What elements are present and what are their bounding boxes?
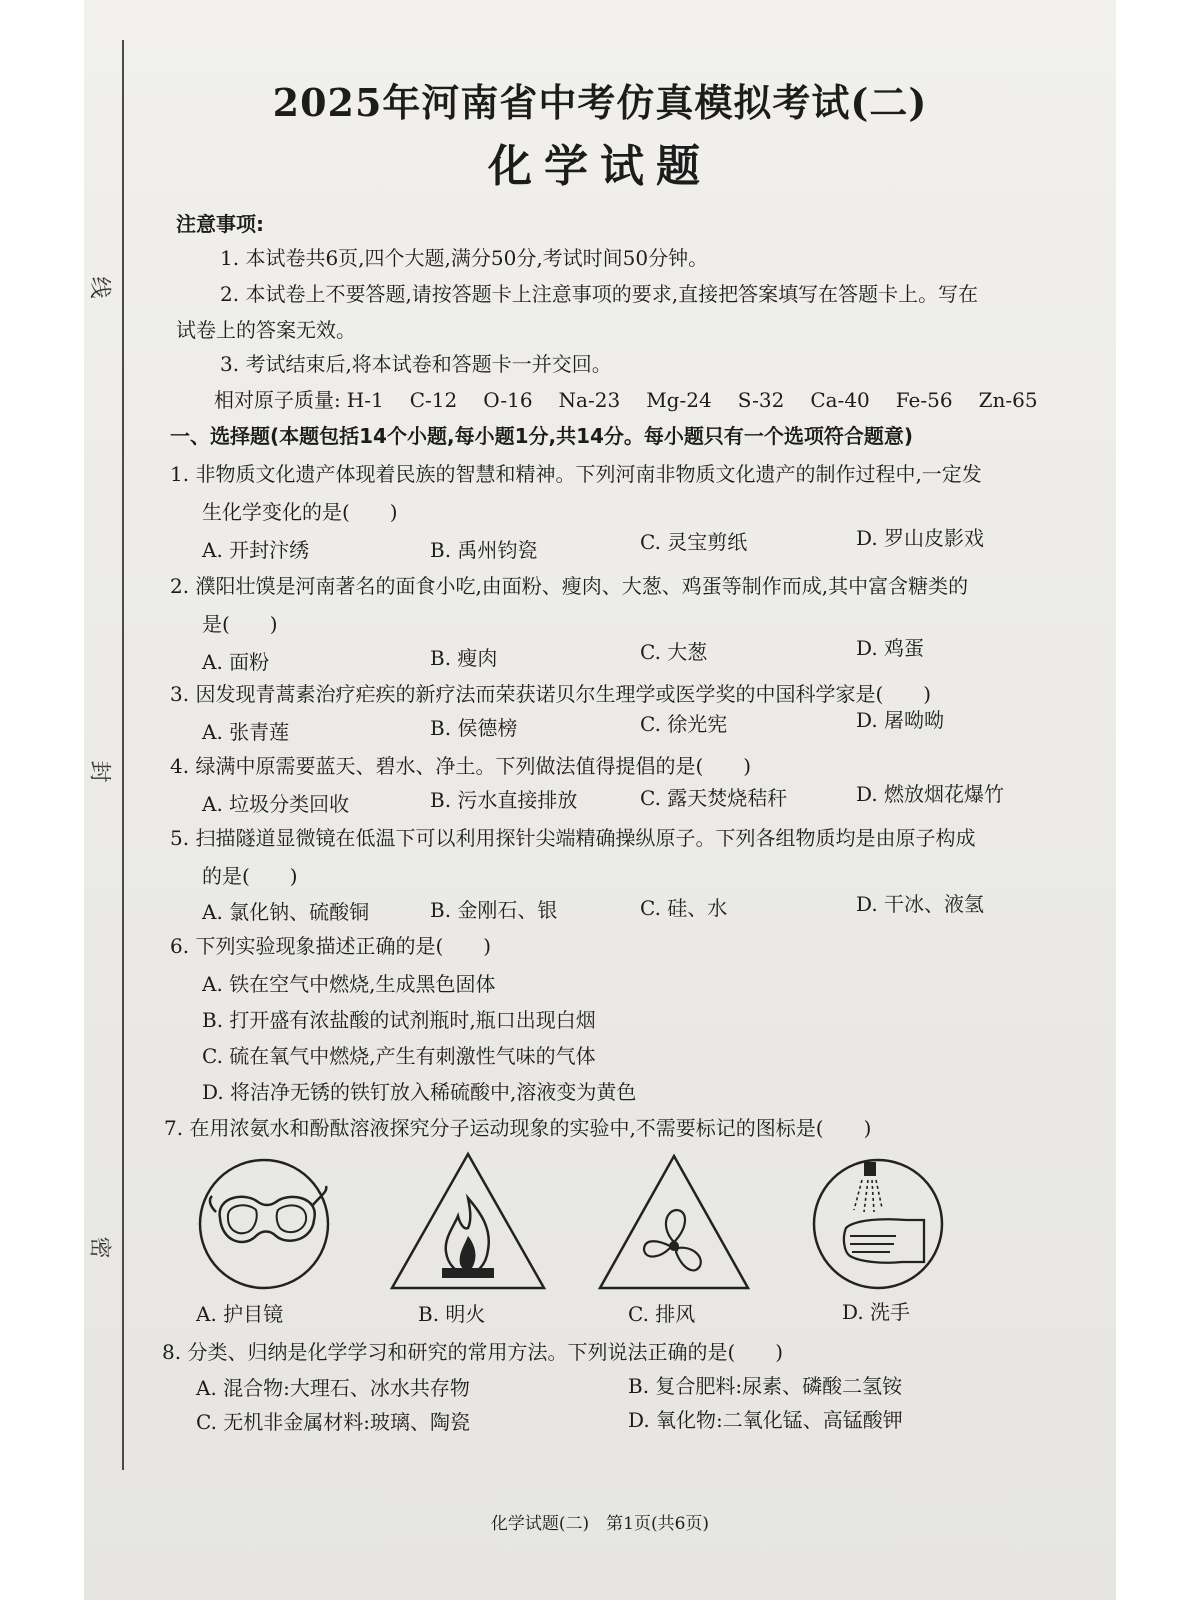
q1-option-b: B. 禹州钧瓷 — [430, 538, 538, 562]
mass-fe: Fe-56 — [895, 388, 953, 412]
q6-stem: 6. 下列实验现象描述正确的是( ) — [170, 934, 492, 958]
mass-mg: Mg-24 — [646, 388, 712, 412]
section-heading: 一、选择题(本题包括14个小题,每小题1分,共14分。每小题只有一个选项符合题意) — [170, 424, 914, 448]
exam-title: 2025年河南省中考仿真模拟考试(二) — [272, 80, 928, 125]
note-2: 2. 本试卷上不要答题,请按答题卡上注意事项的要求,直接把答案填写在答题卡上。写在 — [220, 282, 979, 306]
q5-stem: 5. 扫描隧道显微镜在低温下可以利用探针尖端精确操纵原子。下列各组物质均是由原子构成 — [170, 826, 976, 850]
note-3: 3. 考试结束后,将本试卷和答题卡一并交回。 — [220, 352, 612, 376]
binding-mark-line: 线 — [86, 276, 112, 299]
q8-option-d: D. 氧化物:二氧化锰、高锰酸钾 — [628, 1408, 903, 1432]
q2-option-d: D. 鸡蛋 — [856, 636, 925, 660]
q3-stem: 3. 因发现青蒿素治疗疟疾的新疗法而荣获诺贝尔生理学或医学奖的中国科学家是( ) — [170, 682, 932, 706]
q5-option-a: A. 氯化钠、硫酸铜 — [202, 900, 370, 924]
note-1: 1. 本试卷共6页,四个大题,满分50分,考试时间50分钟。 — [220, 246, 709, 270]
q1-option-c: C. 灵宝剪纸 — [640, 530, 748, 554]
exam-subject: 化学试题 — [488, 141, 712, 192]
q5-option-c: C. 硅、水 — [640, 896, 728, 920]
mass-s: S-32 — [737, 388, 785, 412]
q8-option-a: A. 混合物:大理石、冰水共存物 — [196, 1376, 470, 1400]
q7-option-a: A. 护目镜 — [196, 1302, 284, 1326]
q5-option-d: D. 干冰、液氢 — [856, 892, 985, 916]
q3-option-a: A. 张青莲 — [202, 720, 290, 744]
q4-stem: 4. 绿满中原需要蓝天、碧水、净土。下列做法值得提倡的是( ) — [170, 754, 752, 778]
q2-stem-cont: 是( ) — [202, 612, 278, 636]
wash-hands-icon — [810, 1156, 946, 1292]
q1-stem: 1. 非物质文化遗产体现着民族的智慧和精神。下列河南非物质文化遗产的制作过程中,一定发 — [170, 462, 982, 486]
atomic-mass-line — [214, 388, 1064, 412]
q2-stem: 2. 濮阳壮馍是河南著名的面食小吃,由面粉、瘦肉、大葱、鸡蛋等制作而成,其中富含糖类的 — [170, 574, 969, 598]
binding-line — [122, 40, 124, 1470]
q1-option-d: D. 罗山皮影戏 — [856, 526, 985, 550]
q7-option-b: B. 明火 — [418, 1302, 486, 1326]
q7-option-c: C. 排风 — [628, 1302, 696, 1326]
q6-option-b: B. 打开盛有浓盐酸的试剂瓶时,瓶口出现白烟 — [202, 1008, 596, 1032]
q4-option-c: C. 露天焚烧秸秆 — [640, 786, 788, 810]
mass-ca: Ca-40 — [810, 388, 870, 412]
q8-option-c: C. 无机非金属材料:玻璃、陶瓷 — [196, 1410, 471, 1434]
mass-label: 相对原子质量: — [214, 388, 341, 412]
q7-stem: 7. 在用浓氨水和酚酞溶液探究分子运动现象的实验中,不需要标记的图标是( ) — [164, 1116, 872, 1140]
mass-o: O-16 — [483, 388, 533, 412]
binding-mark-secret: 密 — [86, 1236, 112, 1259]
q3-option-b: B. 侯德榜 — [430, 716, 518, 740]
q8-option-b: B. 复合肥料:尿素、磷酸二氢铵 — [628, 1374, 903, 1398]
q2-option-a: A. 面粉 — [202, 650, 270, 674]
flame-icon — [388, 1150, 548, 1294]
q2-option-b: B. 瘦肉 — [430, 646, 498, 670]
q4-option-b: B. 污水直接排放 — [430, 788, 578, 812]
exam-paper — [84, 0, 1116, 1600]
mass-c: C-12 — [409, 388, 458, 412]
q6-option-c: C. 硫在氧气中燃烧,产生有刺激性气味的气体 — [202, 1044, 596, 1068]
q6-option-a: A. 铁在空气中燃烧,生成黑色固体 — [202, 972, 496, 996]
note-2-cont: 试卷上的答案无效。 — [176, 318, 356, 342]
mass-zn: Zn-65 — [978, 388, 1038, 412]
q3-option-d: D. 屠呦呦 — [856, 708, 945, 732]
page-footer: 化学试题(二) 第1页(共6页) — [490, 1514, 710, 1534]
q2-option-c: C. 大葱 — [640, 640, 708, 664]
mass-h: H-1 — [346, 388, 384, 412]
q6-option-d: D. 将洁净无锈的铁钉放入稀硫酸中,溶液变为黄色 — [202, 1080, 637, 1104]
q1-option-a: A. 开封汴绣 — [202, 538, 310, 562]
notes-heading: 注意事项: — [176, 212, 264, 236]
q5-option-b: B. 金刚石、银 — [430, 898, 558, 922]
ventilation-fan-icon — [596, 1150, 752, 1294]
q7-option-d: D. 洗手 — [842, 1300, 911, 1324]
q3-option-c: C. 徐光宪 — [640, 712, 728, 736]
mass-na: Na-23 — [558, 388, 621, 412]
q5-stem-cont: 的是( ) — [202, 864, 298, 888]
q1-stem-cont: 生化学变化的是( ) — [202, 500, 398, 524]
goggles-icon — [196, 1156, 332, 1292]
q4-option-d: D. 燃放烟花爆竹 — [856, 782, 1005, 806]
q8-stem: 8. 分类、归纳是化学学习和研究的常用方法。下列说法正确的是( ) — [162, 1340, 784, 1364]
q4-option-a: A. 垃圾分类回收 — [202, 792, 350, 816]
binding-mark-seal: 封 — [86, 760, 112, 783]
